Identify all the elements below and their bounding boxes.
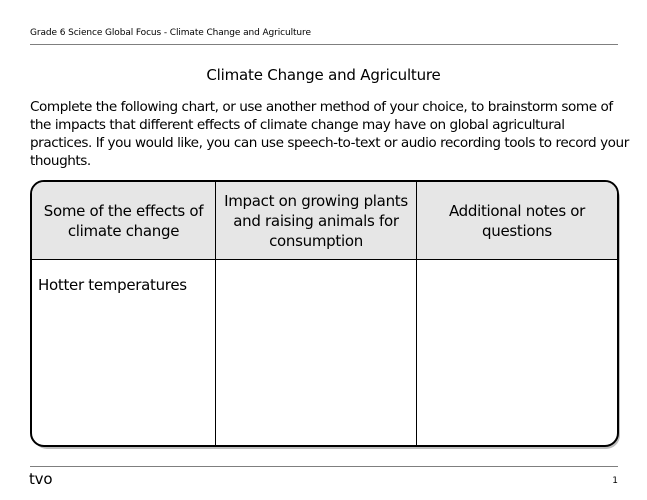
column-header-effects: Some of the effects of climate change (32, 182, 216, 260)
column-header-notes: Additional notes or questions (417, 182, 617, 260)
footer-divider (30, 466, 618, 467)
running-header: Grade 6 Science Global Focus - Climate Change and Agriculture (30, 28, 311, 38)
column-header-impact: Impact on growing plants and raising animals for consumption (216, 182, 417, 260)
instructions-paragraph (30, 98, 630, 170)
cell-notes-response[interactable] (417, 260, 617, 445)
instructions-text: Complete the following chart, or use another method of your choice, to brainstorm some of the impacts that different effects of climate change may have on global agricultural practices. If you would like, you can use speech-to-text or audio recording tools to record your thoughts. (30, 99, 629, 169)
cell-effect-hotter-temperatures: Hotter temperatures (32, 260, 216, 445)
brainstorm-chart (30, 180, 619, 447)
page-title: Climate Change and Agriculture (206, 66, 441, 84)
cell-impact-response[interactable] (216, 260, 417, 445)
page-number: 1 (612, 476, 618, 486)
tvo-logo: tvo (29, 470, 53, 488)
header-divider (30, 44, 618, 45)
